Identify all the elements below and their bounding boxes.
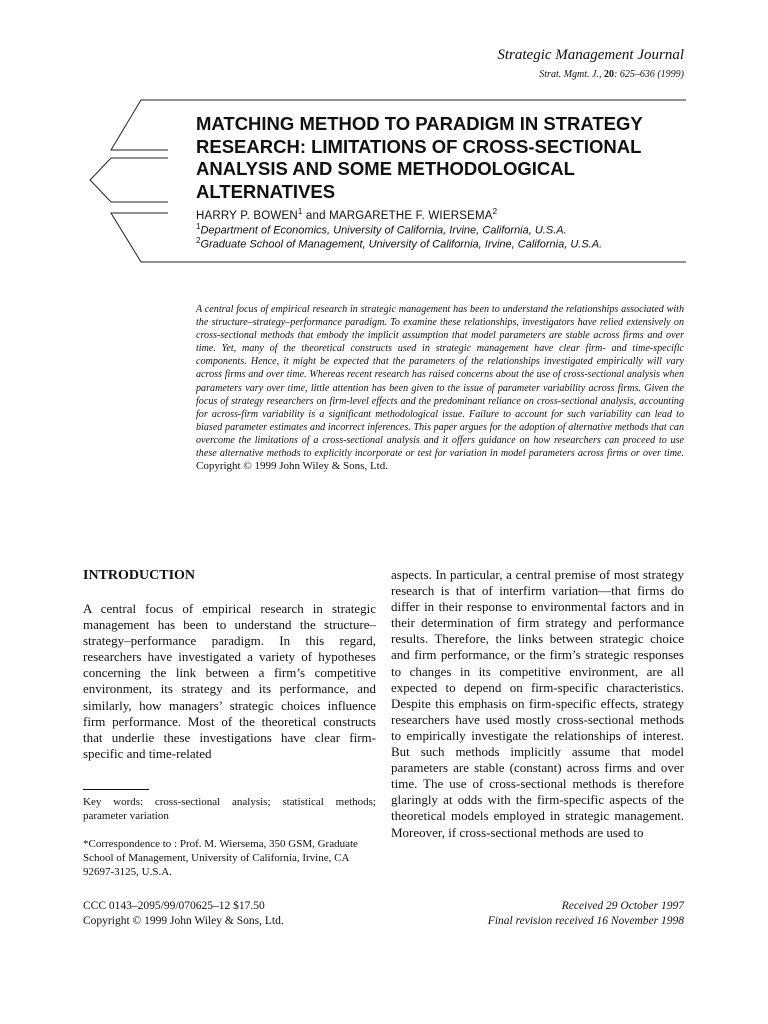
- affiliation-1-mark: 1: [196, 222, 201, 231]
- footnote-divider: [83, 789, 149, 790]
- frame-line-middle: [90, 158, 168, 202]
- author-conjunction: and: [302, 209, 330, 222]
- citation-pages: : 625–636 (1999): [614, 69, 684, 80]
- section-heading-introduction: INTRODUCTION: [83, 568, 196, 583]
- left-column: [83, 567, 376, 762]
- revision-date: Final revision received 16 November 1998: [487, 915, 684, 927]
- article-title: MATCHING METHOD TO PARADIGM IN STRATEGY RESEARCH: LIMITATIONS OF CROSS-SECTIONAL ANALYSIS AND SOME METHODOLOGICAL ALTERNATIVES: [196, 113, 643, 202]
- author-2: MARGARETHE F. WIERSEMA: [329, 209, 493, 222]
- footer-dates: [488, 899, 684, 929]
- affiliation-2: [196, 236, 602, 251]
- author-2-mark: 2: [492, 207, 498, 216]
- affiliation-2-mark: 2: [196, 236, 201, 245]
- affiliation-1: [196, 222, 567, 237]
- intro-paragraph-right: aspects. In particular, a central premise of most strategy research is that of interfirm variation—that firms do differ in their response to environmental factors and in their determination of firm strategy and performance results. Therefore, the links between strategic choice and firm performance, or the firm’s strategic responses to changes in its competitive environment, are all expected to depend on firm-specific characteristics. Despite this emphasis on firm-specific effects, strategy researchers have used mostly cross-sectional methods to empirically investigate the relationships of interest. But such methods implicitly assume that model parameters are stable (constant) across firms and over time. The use of cross-sectional methods is therefore glaringly at odds with the firm-specific aspects of the theoretical models employed in strategic management. Moreover, if cross-sectional methods are used to: [391, 567, 684, 840]
- author-line: [196, 207, 497, 222]
- affiliation-2-text: Graduate School of Management, University of California, Irvine, California, U.S.A.: [200, 238, 603, 251]
- correspondence-footnote: *Correspondence to : Prof. M. Wiersema, 350 GSM, Graduate School of Management, University of California, Irvine, CA 92697-3125, U.S.A.: [83, 838, 358, 878]
- affiliation-1-text: Department of Economics, University of California, Irvine, California, U.S.A.: [200, 224, 567, 237]
- citation-prefix: Strat. Mgmt. J.,: [539, 69, 602, 80]
- intro-paragraph-left: A central focus of empirical research in strategic management has been to understand the structure–strategy–performance paradigm. In this regard, researchers have investigated a variety of hypotheses concerning the link between a firm’s competitive environment, its strategy and its performance, and similarly, how managers’ strategic choices influence firm performance. Most of the theoretical constructs that underlie these investigations have clear firm-specific and time-related: [83, 601, 376, 761]
- right-column: [391, 567, 684, 841]
- abstract: [196, 303, 684, 473]
- abstract-copyright: Copyright © 1999 John Wiley & Sons, Ltd.: [196, 460, 388, 473]
- author-1-mark: 1: [297, 207, 303, 216]
- keywords-footnote: Key words: cross-sectional analysis; statistical methods; parameter variation: [83, 796, 376, 822]
- journal-name: Strategic Management Journal: [497, 47, 684, 63]
- citation-volume: 20: [604, 69, 614, 80]
- footer-copyright: Copyright © 1999 John Wiley & Sons, Ltd.: [83, 915, 284, 927]
- author-1: HARRY P. BOWEN: [196, 209, 298, 222]
- received-date: Received 29 October 1997: [561, 900, 684, 912]
- footer-publication-info: [83, 899, 284, 929]
- footer-ccc-code: CCC 0143–2095/99/070625–12 $17.50: [83, 900, 265, 912]
- abstract-text: A central focus of empirical research in strategic management has been to understand the relationships associated with the structure–strategy–performance paradigm. To examine these relationships, investigators have relied extensively on cross-sectional methods that embody the implicit assumption that model parameters are stable across firms and over time. Yet, many of the theoretical constructs used in strategic management have clear firm- and time-specific components. Hence, it might be expected that the parameters of the relationships investigated empirically will vary across firms and over time. Whereas recent research has raised concerns about the use of cross-sectional analysis when parameters vary over time, little attention has been given to the issue of parameter variability across firms. Given the focus of strategy researchers on firm-level effects and the predominant reliance on cross-sectional analysis, accounting for across-firm variability is a significant methodological issue. Failure to account for such variability can lead to biased parameter estimates and incorrect inferences. This paper argues for the adoption of alternative methods that can overcome the limitations of a cross-sectional analysis and it offers guidance on how researchers can proceed to use these alternative methods to explicitly incorporate or test for variation in model parameters across firms or over time.: [196, 304, 684, 460]
